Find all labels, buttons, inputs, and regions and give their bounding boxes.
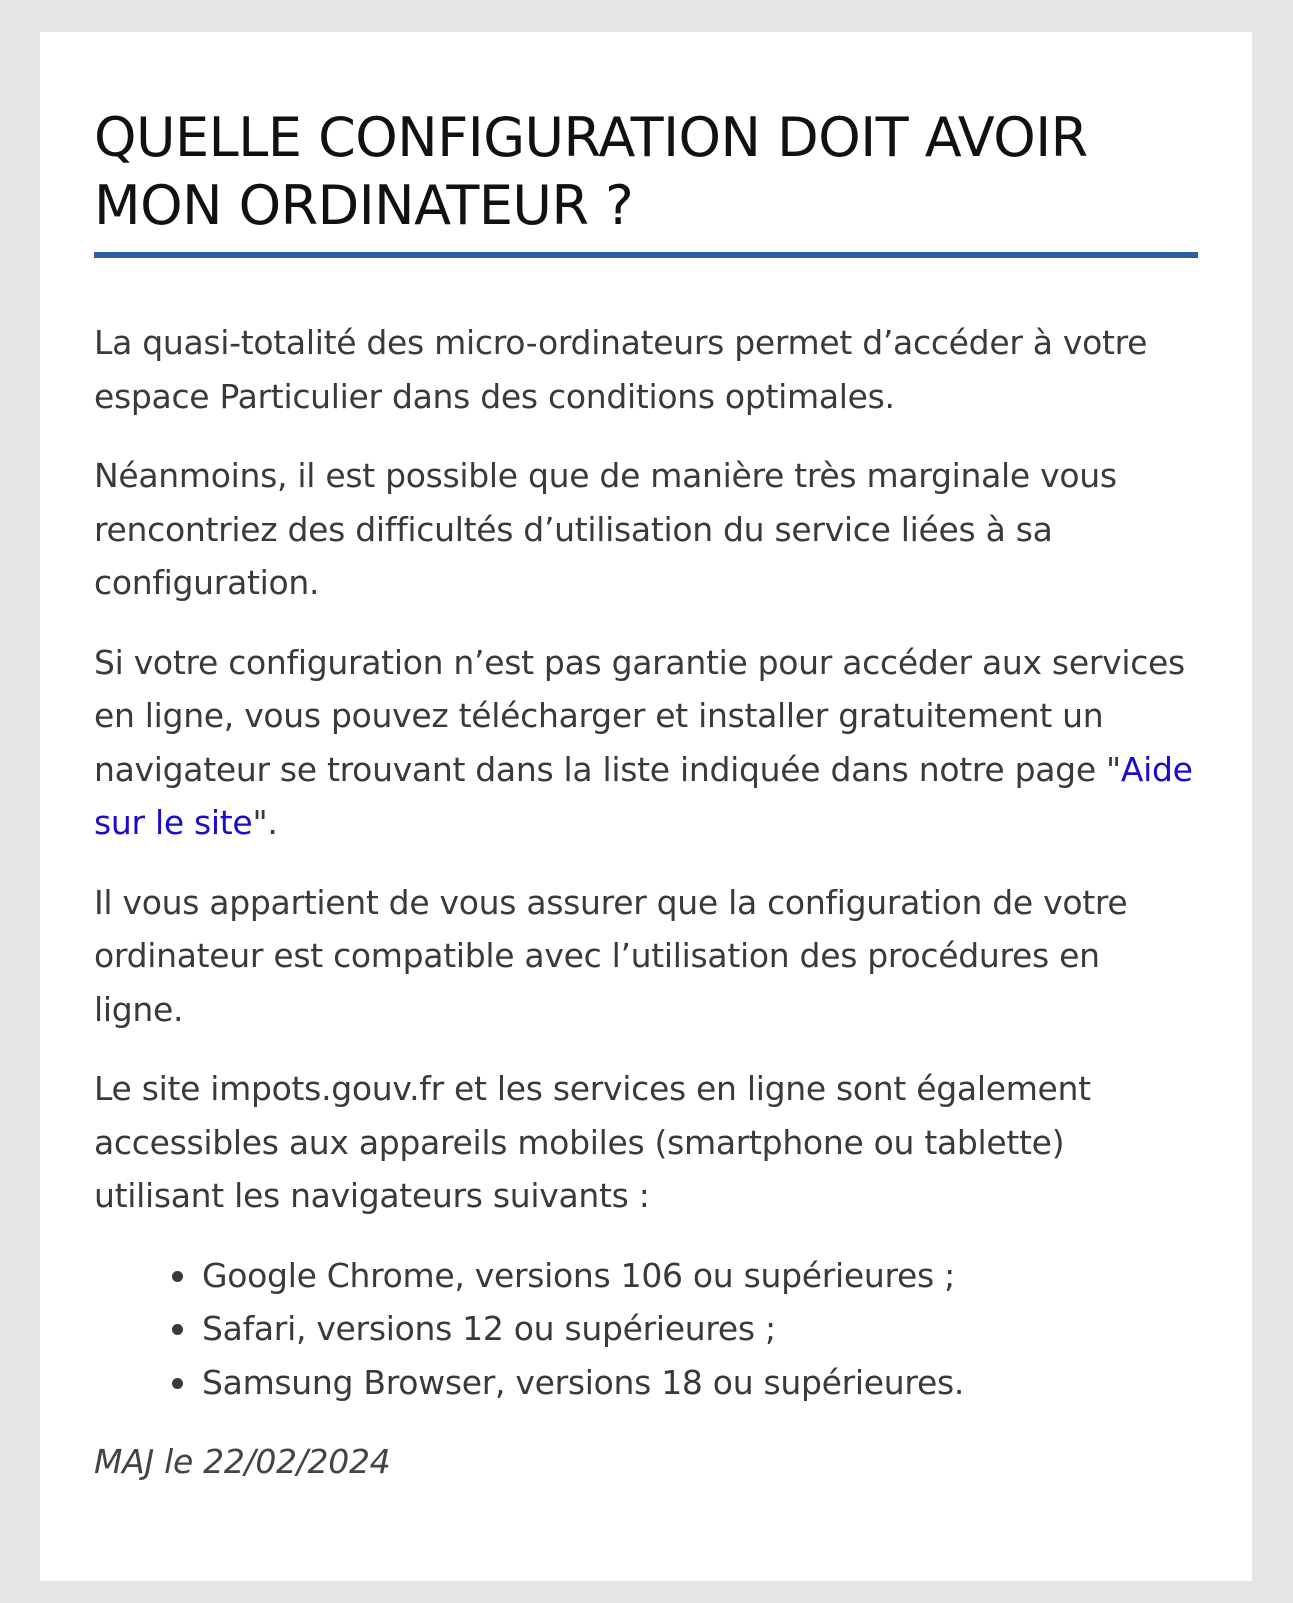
bullet-icon	[172, 1378, 183, 1389]
page-title: QUELLE CONFIGURATION DOIT AVOIR MON ORDINATEUR ?	[94, 106, 1088, 237]
paragraph-user-responsibility: Il vous appartient de vous assurer que la configuration de votre ordinateur est compatible avec l’utilisation des procédures en ligne.	[94, 882, 1128, 1029]
list-item-label: Safari, versions 12 ou supérieures ;	[202, 1309, 776, 1348]
browser-list	[94, 1249, 1198, 1410]
content-card	[40, 32, 1252, 1581]
title-divider	[94, 252, 1198, 258]
paragraph-intro: La quasi-totalité des micro-ordinateurs permet d’accéder à votre espace Particulier dans des conditions optimales.	[94, 323, 1148, 416]
list-item-label: Google Chrome, versions 106 ou supérieures ;	[202, 1255, 955, 1295]
bullet-icon	[172, 1271, 183, 1282]
paragraph-mobile-support: Le site impots.gouv.fr et les services en ligne sont également accessibles aux appareils mobiles (smartphone ou tablette) utilisant les navigateurs suivants :	[94, 1069, 1091, 1215]
list-item	[202, 1302, 1198, 1356]
list-item	[202, 1249, 1198, 1303]
list-item-label: Samsung Browser, versions 18 ou supérieures.	[202, 1362, 965, 1402]
list-item	[202, 1356, 1198, 1410]
paragraph-install-browser	[94, 636, 1198, 850]
paragraph-text: Si votre configuration n’est pas garantie pour accéder aux services en ligne, vous pouvez télécharger et installer gratuitement un navigateur se trouvant dans la liste indiquée dans notre page "	[94, 642, 1185, 789]
paragraph-text: ".	[252, 803, 278, 842]
help-page-link[interactable]: Aide sur le site	[94, 749, 1193, 842]
update-date: MAJ le 22/02/2024	[94, 1442, 391, 1481]
article-body	[94, 316, 1198, 1489]
paragraph-marginal-issues: Néanmoins, il est possible que de manière très marginale vous rencontriez des difficultés d’utilisation du service liées à sa configuration.	[94, 456, 1117, 602]
bullet-icon	[172, 1324, 183, 1335]
